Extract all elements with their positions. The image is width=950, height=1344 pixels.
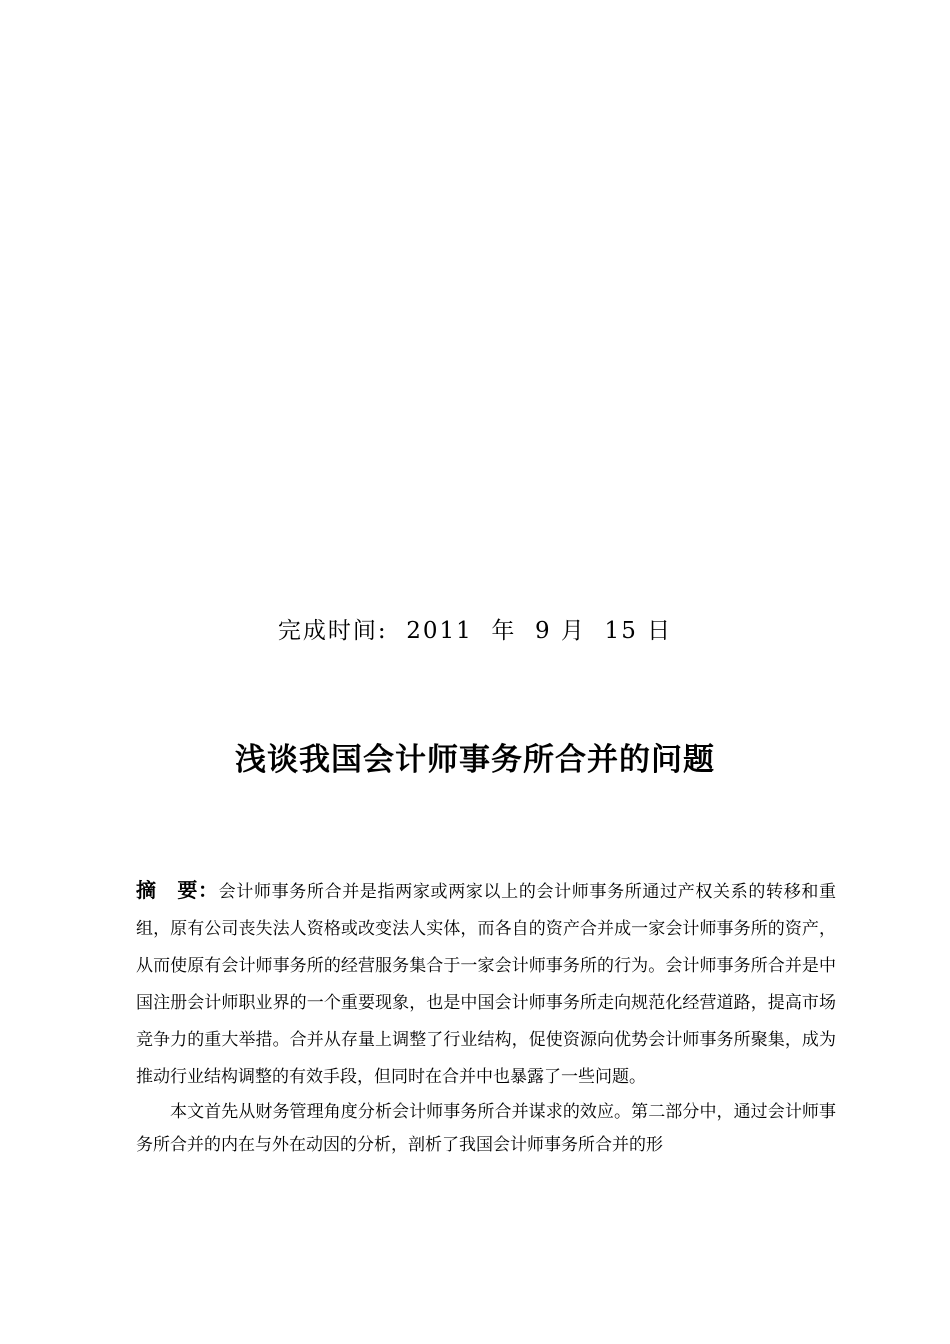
- abstract-paragraph-2: 本文首先从财务管理角度分析会计师事务所合并谋求的效应。第二部分中，通过会计师事务所合并的内在与外在动因的分析，剖析了我国会计师事务所合并的形: [136, 1102, 836, 1155]
- abstract-section: [136, 872, 836, 1162]
- completion-date: 完成时间: 2011 年 9 月 15 日: [277, 618, 673, 644]
- abstract-label: 摘 要：: [136, 878, 219, 902]
- document-title: 浅谈我国会计师事务所合并的问题: [235, 742, 715, 778]
- abstract-paragraph-1: [136, 872, 836, 1096]
- abstract-text-1: 会计师事务所合并是指两家或两家以上的会计师事务所通过产权关系的转移和重组，原有公司丧失法人资格或改变法人实体，而各自的资产合并成一家会计师事务所的资产，从而使原有会计师事务所的经营服务集合于一家会计师事务所的行为。会计师事务所合并是中国注册会计师职业界的一个重要现象，也是中国会计师事务所走向规范化经营道路，提高市场竞争力的重大举措。合并从存量上调整了行业结构，促使资源向优势会计师事务所聚集，成为推动行业结构调整的有效手段，但同时在合并中也暴露了一些问题。: [136, 882, 837, 1087]
